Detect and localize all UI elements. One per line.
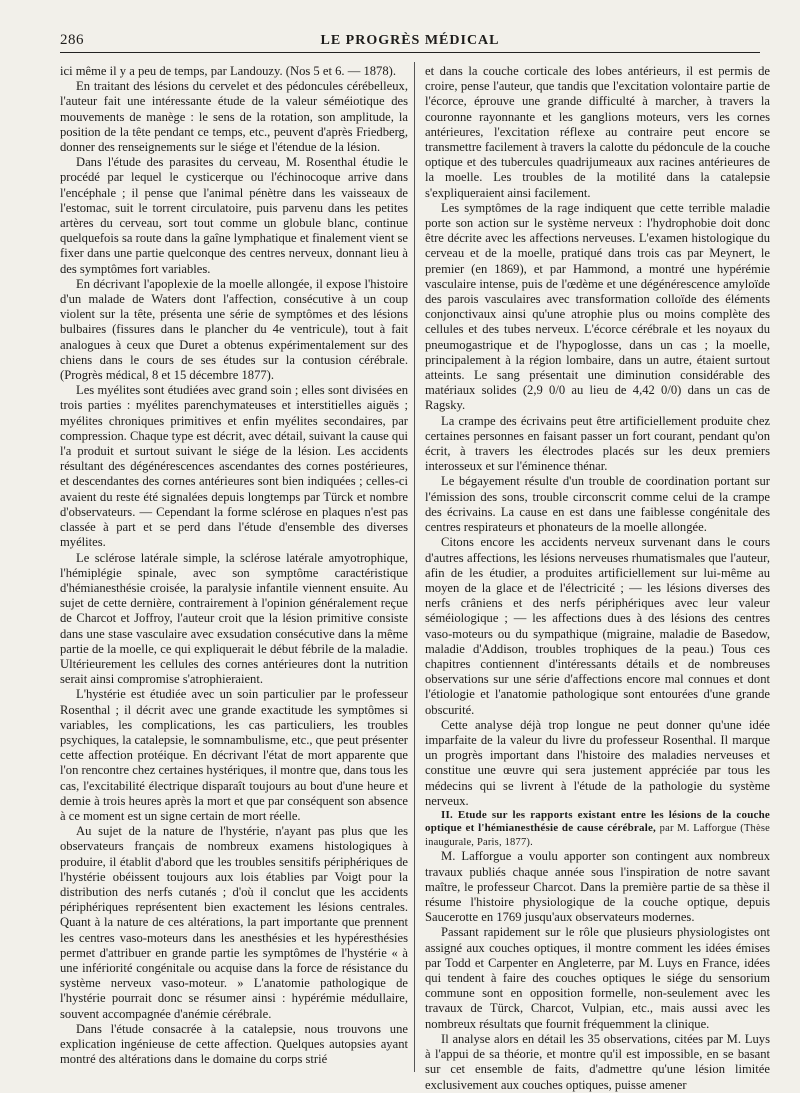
paragraph: Le sclérose latérale simple, la sclérose latérale amyotrophique, l'hémiplégie spinale, avec son symptôme caractéristique d'hémianesthésie croisée, la paralysie infantile viennent ensuite. Au sujet de cette dernière, contrairement à l'opinion généralement reçue de Charcot et Joffroy, l'auteur croit que la lésion primitive consiste dans une stase vasculaire avec exsudation consécutive dans la même partie de la moelle, ce qui expliquerait le début fébrile de la maladie. Ultérieurement les cellules des cornes antérieures dont la nutrition serait ainsi compromise s'atrophieraient.: [60, 550, 408, 687]
paragraph: Les symptômes de la rage indiquent que cette terrible maladie porte son action sur le système nerveux : l'hydrophobie doit donc être décrite avec les affections nerveuses. L'examen histologique du cerveau et de la moelle, pratiqué dans trois cas par Meynert, le premier (en 1869), et par Hammond, a montré une hypérémie vasculaire intense, puis de l'œdème et une dégénérescence amyloïde des parois vasculaires avec transformation colloïde des éléments conjonctivaux ainsi qu'une atrophie plus ou moins complète des cellules et des tubes nerveux. L'écorce cérébrale et les noyaux du pneumogastrique et de l'hypoglosse, dans un cas ; la moelle, principalement à la région lombaire, dans un autre, étaient surtout atteints. Le sang présentait une diminution considérable des matériaux solides (2,9 0/0 au lieu de 4,42 0/0) dans un cas de Ragsky.: [425, 200, 770, 413]
paragraph: Au sujet de la nature de l'hystérie, n'ayant pas plus que les observateurs français de nombreux examens histologiques à produire, il établit d'abord que les troubles sensitifs périphériques de l'hystérie obéissent toujours aux lois établies par Voigt pour la distribution des nerfs cutanés ; d'où il conclut que les accidents périphériques représentent bien exactement les lésions centrales. Quant à la nature de ces altérations, la part importante que prennent les centres vaso-moteurs dans les anesthésies et les hypéresthésies permet d'attribuer en grande partie les symptômes de l'hystérie « à une infériorité congénitale ou acquise dans la force de résistance du système nerveux vaso-moteur. » L'anatomie pathologique de l'hystérie pourrait donc se résumer ainsi : hypérémie médullaire, souvent accompagnée d'anémie cérébrale.: [60, 824, 408, 1021]
paragraph: Il analyse alors en détail les 35 observations, citées par M. Luys à l'appui de sa théorie, et montre qu'il est impossible, en se basant sur cet ensemble de faits, d'admettre qu'une lésion limitée exclusivement aux couches optiques, puisse amener: [425, 1031, 770, 1092]
paragraph: Dans l'étude des parasites du cerveau, M. Rosenthal étudie le procédé par lequel le cysticerque ou l'échinocoque arrive dans l'encéphale ; il pense que l'animal pénètre dans les vaisseaux de l'estomac, suit le torrent circulatoire, puis parvenu dans les petites artères du cerveau, sort tout comme un globule blanc, continue quelquefois sa route dans la gaîne lymphatique et finalement vient se fixer dans une partie quelconque des centres nerveux, donnant lieu à des symptômes fort variables.: [60, 155, 408, 276]
right-column: [425, 64, 770, 1093]
paragraph: L'hystérie est étudiée avec un soin particulier par le professeur Rosenthal ; il décrit avec une grande exactitude les symptômes si variables, les complications, les cas particuliers, les troubles psychiques, la catalepsie, le somnambulisme, etc., que peut présenter cette affection protéique. En décrivant l'état de mort apparente que l'on rencontre chez certaines hystériques, il montre que, dans tous les cas, l'excitabilité électrique disparaît toujours au bout d'une heure et demie à trois heures après la mort et que par conséquent son absence à ce moment est un signe certain de mort réelle.: [60, 687, 408, 823]
page-number: 286: [60, 32, 84, 48]
left-column: [60, 64, 408, 1067]
paragraph: ici même il y a peu de temps, par Landouzy. (Nos 5 et 6. — 1878).: [60, 64, 396, 78]
section-title: II. Etude sur les rapports existant entre les lésions de la couche optique et l'hémianesthésie de cause cérébrale,: [425, 808, 770, 835]
journal-title: LE PROGRÈS MÉDICAL: [320, 33, 500, 48]
paragraph: Citons encore les accidents nerveux survenant dans le cours d'autres affections, les lésions nerveuses rhumatismales que l'auteur, afin de les étudier, a produites artificiellement sur lui-même au moyen de la glace et de l'électricité ; — les lésions diverses des nerfs crâniens et des nerfs périphériques avec leur valeur séméiologique ; — les affections dues à des lésions des centres vaso-moteurs ou du sympathique (migraine, maladie de Basedow, maladie d'Addison, troubles trophiques de la peau.) Tous ces chapitres contiennent d'intéressants détails et de nombreuses observations sur une série d'affections encore mal connues et dont l'étiologie et l'anatomie pathologique sont entourées d'une grande obscurité.: [425, 535, 770, 717]
column-divider: [414, 62, 415, 1072]
paragraph: En traitant des lésions du cervelet et des pédoncules cérébelleux, l'auteur fait une intéressante étude de la valeur séméiotique des mouvements de manège : le sens de la rotation, son amplitude, la position de la tête pendant ce temps, etc., peuvent d'après Friedberg, donner des renseignements sur le siége et l'étendue de la lésion.: [60, 79, 408, 155]
source-citation: (Thèse inaugurale, Paris, 1877).: [425, 823, 771, 848]
paragraph: M. Lafforgue a voulu apporter son contingent aux nombreux travaux publiés chaque année sous l'inspiration de notre savant maître, le professeur Charcot. Dans la première partie de sa thèse il résume l'histoire physiologique de la couche optique, depuis Saucerotte en 1769 jusqu'aux observateurs modernes.: [425, 849, 770, 925]
author-prefix: par M.: [659, 823, 690, 835]
page-header: [60, 32, 760, 53]
paragraph: Cette analyse déjà trop longue ne peut donner qu'une idée imparfaite de la valeur du livre du professeur Rosenthal. Il marque un progrès important dans l'histoire des maladies nerveuses et constitue une œuvre qui sera justement appréciée par tous les médecins qui se livrent à l'étude de la pathologie du système nerveux.: [425, 717, 770, 808]
section-heading: [425, 809, 770, 850]
author-name: Lafforgue: [693, 823, 737, 835]
paragraph: Le bégayement résulte d'un trouble de coordination portant sur l'émission des sons, trouble circonscrit comme celui de la crampe des écrivains. La cause en est dans une faiblesse congénitale des centres respirateurs et phonateurs de la moelle allongée.: [425, 474, 770, 535]
paragraph: Dans l'étude consacrée à la catalepsie, nous trouvons une explication ingénieuse de cette affection. Quelques autopsies ayant montré des altérations dans le domaine du corps strié: [60, 1021, 408, 1067]
paragraph: Passant rapidement sur le rôle que plusieurs physiologistes ont assigné aux couches optiques, il montre comment les idées émises par Todd et Carpenter en Angleterre, par M. Luys en France, idées qui tendent à faire des couches optiques le siége du sensorium commune sont en opposition formelle, non-seulement avec les travaux de Türck, Charcot, Vulpian, etc., mais aussi avec les nombreux résultats que fournit fréquemment la clinique.: [425, 925, 770, 1031]
paragraph: La crampe des écrivains peut être artificiellement produite chez certaines personnes en faisant passer un fort courant, pendant qu'on écrit, à travers les électrodes placés sur les deux premiers interosseux et sur l'éminence thénar.: [425, 413, 770, 474]
paragraph: En décrivant l'apoplexie de la moelle allongée, il expose l'histoire d'un malade de Waters dont l'affection, consécutive à un coup violent sur la tête, présenta une série de symptômes et des lésions bulbaires (fissures dans le plancher du 4e ventricule), tout à fait analogues à ceux que Duret a obtenus expérimentalement sur des chiens dans le cours de ses études sur la contusion cérébrale. (Progrès médical, 8 et 15 décembre 1877).: [60, 276, 408, 383]
paragraph: et dans la couche corticale des lobes antérieurs, il est permis de croire, pense l'auteur, que tandis que l'excitation volontaire partie de l'écorce, éprouve une grande difficulté à marcher, à travers la couronne rayonnante et les ganglions moteurs, vers les cornes antérieures, l'excitation réflexe au contraire peut encore se transmettre facilement à travers la calotte du pédoncule de la couche optique et des tubercules quadrijumeaux aux racines antérieures de la moelle. Les troubles de la motilité dans la catalepsie s'expliqueraient ainsi facilement.: [425, 64, 770, 200]
paragraph: Les myélites sont étudiées avec grand soin ; elles sont divisées en trois parties : myélites parenchymateuses et interstitielles aiguës ; myélites chroniques primitives et enfin myélites secondaires, par compression. Chaque type est décrit, avec détail, suivant la cause qui l'a produit et surtout suivant le siége de la lésion. Les accidents résultant des dégénérescences ascendantes des cornes postérieures, et descendantes des cornes antérieures sont bien indiquées ; celles-ci avaient du reste été signalées depuis longtemps par Türck et nombre d'observateurs. — Cependant la forme sclérose en plaques n'est pas classée à part et se perd dans l'étude d'ensemble des diverses myélites.: [60, 383, 408, 550]
